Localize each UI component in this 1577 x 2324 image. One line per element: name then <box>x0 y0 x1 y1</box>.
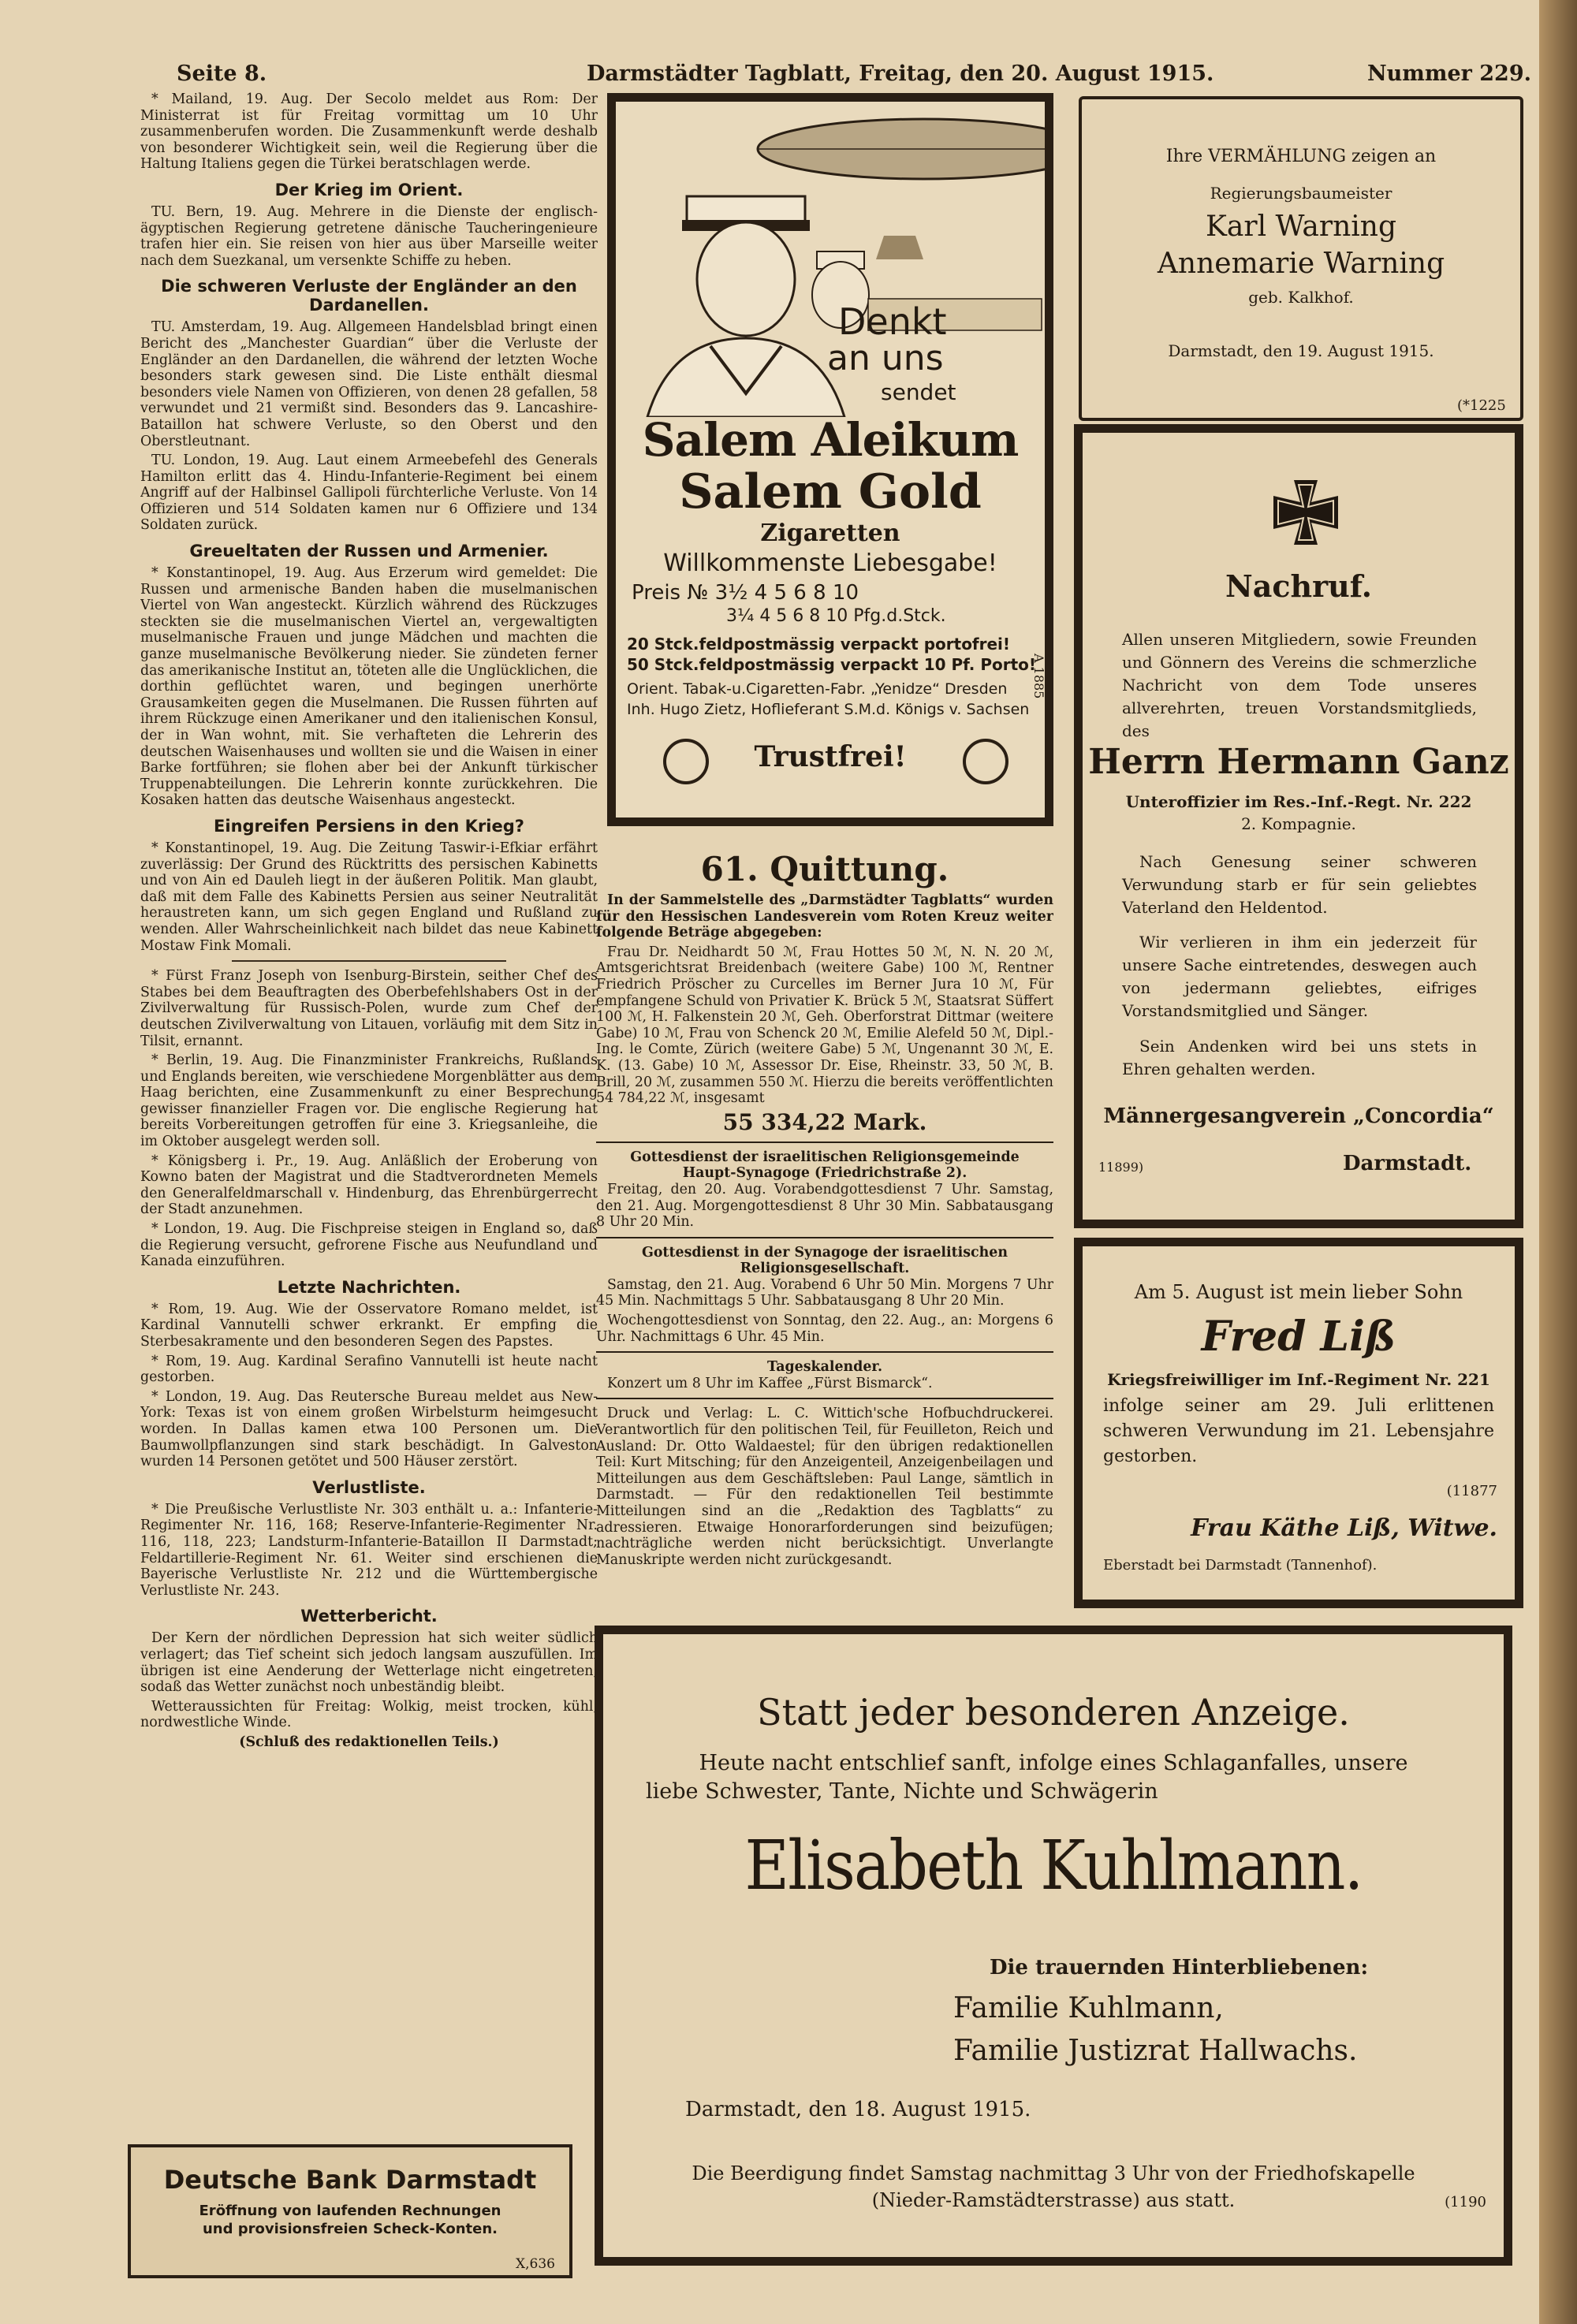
issue-number: Nummer 229. <box>1367 61 1532 86</box>
article-text: * Konstantinopel, 19. Aug. Aus Erzerum wird gemeldet: Die Russen und armenische Banden haben die muselmanischen Viertel von Wan angesteckt. Kürzlich während des Rückzuges steckten sie die muselmanischen Viertel an, vergewaltigten muselmanische Frauen und junge Mädchen und machten die ganze muselmanische Bevölkerung nieder. Sie zündeten ferner das amerikanische Institut an, töteten alle die Unglücklichen, die dorthin geflüchtet waren, und begingen unerhörte Grausamkeiten gegen die Muselmanen. Die Russen führten auf ihrem Rückzuge einen Amerikaner und den italienischen Konsul, der in Wan wohnt, mit. Sie verhafteten die Lehrerin des deutschen Waisenhauses und wollten sie und die Waisen in einer Barke fortführen; sie flohen aber bei der Ankunft türkischer Truppenabteilungen. Die Lehrerin konnte zurückkehren. Die Kosaken hatten das deutsche Waisenhaus angesteckt. <box>140 565 598 809</box>
article-text: * Fürst Franz Joseph von Isenburg-Birstein, seither Chef des Stabes bei dem Beauftragten des Oberbefehlshabers Ost in der Zivilverwaltung für Russisch-Polen, wurde zum Chef der deutschen Zivilverwaltung von Litauen, vorläufig mit dem Sitz in Tilsit, ernannt. <box>140 968 598 1049</box>
ad-text: an uns <box>827 338 944 378</box>
funeral-info: Die Beerdigung findet Samstag nachmittag 3 Uhr von der Friedhofskapelle <box>692 2162 1415 2184</box>
location: Eberstadt bei Darmstadt (Tannenhof). <box>1103 1557 1378 1574</box>
headline: Wetterbericht. <box>300 1607 438 1626</box>
ad-text: Denkt <box>838 300 947 343</box>
slogan: Willkommenste Liebesgabe! <box>663 549 997 577</box>
headline: Letzte Nachrichten. <box>277 1277 461 1297</box>
bank-line: und provisionsfreien Scheck-Konten. <box>202 2221 498 2237</box>
ad-code: 11899) <box>1098 1160 1144 1175</box>
quittung-title: 61. Quittung. <box>700 851 949 888</box>
article-text: * London, 19. Aug. Die Fischpreise steigen in England so, daß die Regierung versucht, gefrorene Fische aus Neufundland und Kanada einzuführen. <box>140 1221 598 1270</box>
quittung-column <box>596 851 1053 1571</box>
obituary-liss <box>1074 1238 1523 1608</box>
obituary-title: Nachruf. <box>1225 568 1372 604</box>
notice-title: Statt jeder besonderen Anzeige. <box>757 1691 1350 1734</box>
headline: Greueltaten der Russen und Armenier. <box>189 542 549 561</box>
divider <box>596 1237 1053 1238</box>
divider <box>232 960 506 962</box>
brand-name: Salem Aleikum <box>642 413 1019 467</box>
calendar-entry: Konzert um 8 Uhr im Kaffee „Fürst Bismarck“. <box>607 1375 933 1391</box>
obituary-text: infolge seiner am 29. Juli erlittenen schweren Verwundung im 21. Lebensjahre gestorben. <box>1103 1396 1494 1466</box>
quittung-total: 55 334,22 Mark. <box>722 1108 927 1135</box>
deceased-rank: Unteroffizier im Res.-Inf.-Regt. Nr. 222 <box>1125 792 1472 811</box>
page-binding-edge <box>1539 0 1577 2324</box>
notice-text: liebe Schwester, Tante, Nichte und Schwägerin <box>646 1779 1158 1804</box>
article-text: * Berlin, 19. Aug. Die Finanzminister Frankreichs, Rußlands und Englands bereiten, wie verschiedene Morgenblätter aus dem Haag berichten, eine Zusammenkunft zu einer Besprechung gewisser finanzieller Fragen vor. Die englische Regierung hat bereits Vorbereitungen getroffen für eine 3. Kriegsanleihe, die im Oktober ausgelegt werden soll. <box>140 1052 598 1150</box>
ad-code: (11877 <box>1446 1483 1497 1499</box>
divider <box>596 1351 1053 1353</box>
article-text: * Rom, 19. Aug. Kardinal Serafino Vannutelli ist heute nacht gestorben. <box>140 1353 598 1386</box>
porto-line: 50 Stck.feldpostmässig verpackt 10 Pf. Porto! <box>627 655 1037 674</box>
deceased-rank: Kriegsfreiwilliger im Inf.-Regiment Nr. 221 <box>1107 1370 1490 1389</box>
deceased-name: Herrn Hermann Ganz <box>1088 742 1509 782</box>
divider <box>596 1398 1053 1399</box>
section-title: Tageskalender. <box>766 1359 883 1376</box>
ad-code: (*1225 <box>1457 397 1506 414</box>
news-column <box>140 91 598 2157</box>
wedding-line: geb. Kalkhof. <box>1248 288 1354 307</box>
article-text: Der Kern der nördlichen Depression hat sich weiter südlich verlagert; das Tief scheint sich jedoch langsam auszufüllen. Im übrigen ist eine Aenderung der Wetterlage nicht eingetreten, sodaß das Wetter zunächst noch unbeständig bleibt. <box>140 1630 598 1696</box>
headline: Eingreifen Persiens in den Krieg? <box>214 816 524 836</box>
service-times: Wochengottesdienst von Sonntag, den 22. Aug., an: Morgens 6 Uhr. Nachmittags 6 Uhr. 45 Min. <box>596 1313 1053 1345</box>
article-text: * Konstantinopel, 19. Aug. Die Zeitung Taswir-i-Efkiar erfährt zuverlässig: Der Grund des Rücktritts des persischen Kabinetts und von Ain ed Dauleh liegt in der äußeren Politik. Man glaubt, daß mit dem Falle des Kabinetts Persien aus seiner Neutralität heraustreten kann, um sich gegen England und Rußland zu wenden. Aller Wahrscheinlichkeit nach bildet das neue Kabinett Mostaw Fink Momali. <box>140 840 598 954</box>
notice-text: Heute nacht entschlief sanft, infolge eines Schlaganfalles, unsere <box>699 1751 1408 1775</box>
signature: Frau Käthe Liß, Witwe. <box>1191 1514 1497 1542</box>
article-text: TU. Bern, 19. Aug. Mehrere in die Dienste der englisch-ägyptischen Regierung getretene dänische Taucheringenieure trafen hier ein. Sie reisen von hier aus über Marseille weiter nach dem Suezkanal, um versenkte Schiffe zu heben. <box>140 203 598 269</box>
wedding-date: Darmstadt, den 19. August 1915. <box>1168 341 1434 360</box>
ad-text: Trustfrei! <box>754 740 907 773</box>
notice-date: Darmstadt, den 18. August 1915. <box>685 2098 1031 2121</box>
factory-line: Orient. Tabak-u.Cigaretten-Fabr. „Yenidze“ Dresden <box>627 680 1008 698</box>
section-title: Haupt-Synagoge (Friedrichstraße 2). <box>682 1165 967 1182</box>
page-number: Seite 8. <box>177 61 267 86</box>
ad-text: Zigaretten <box>760 520 900 547</box>
article-text: Wetteraussichten für Freitag: Wolkig, meist trocken, kühl, nordwestliche Winde. <box>140 1698 598 1731</box>
wedding-line: Ihre VERMÄHLUNG zeigen an <box>1165 147 1437 166</box>
obituary-text: Am 5. August ist mein lieber Sohn <box>1134 1281 1463 1303</box>
obituary-ganz <box>1074 424 1523 1228</box>
mourner: Familie Kuhlmann, <box>953 1992 1224 2024</box>
bank-advertisement <box>128 2144 572 2278</box>
factory-line: Inh. Hugo Zietz, Hoflieferant S.M.d. Königs v. Sachsen <box>627 701 1030 718</box>
service-times: Samstag, den 21. Aug. Vorabend 6 Uhr 50 Min. Morgens 7 Uhr 45 Min. Nachmittags 5 Uhr. Sabbatausgang 8 Uhr 20 Min. <box>596 1276 1053 1309</box>
article-text: TU. London, 19. Aug. Laut einem Armeebefehl des Generals Hamilton erlitt das 4. Hindu-Infanterie-Regiment bei einem Angriff auf der Halbinsel Gallipoli fürchterliche Verluste. Von 14 Offizieren und 514 Soldaten kamen nur 6 Offiziere und 134 Soldaten zurück. <box>140 453 598 534</box>
article-text: * Die Preußische Verlustliste Nr. 303 enthält u. a.: Infanterie-Regimenter Nr. 116, 168; Reserve-Infanterie-Regimenter Nr. 116, 118, 223; Landsturm-Infanterie-Bataillon II Darmstadt; Feldartillerie-Regiment Nr. 61. Weiter sind erschienen die Bayerische Verlustliste Nr. 212 und die Württembergische Verlustliste Nr. 243. <box>140 1501 598 1599</box>
bank-title: Deutsche Bank Darmstadt <box>163 2165 537 2195</box>
end-note: (Schluß des redaktionellen Teils.) <box>239 1734 499 1750</box>
quittung-intro: In der Sammelstelle des „Darmstädter Tagblatts“ wurden für den Hessischen Landesverein vom Roten Kreuz weiter folgende Beträge abgegeben: <box>596 892 1053 941</box>
club-name: Männergesangverein „Concordia“ <box>1103 1104 1494 1128</box>
wedding-announcement <box>1079 96 1523 421</box>
divider <box>596 1142 1053 1143</box>
headline: Verlustliste. <box>312 1477 426 1497</box>
headline: Die schweren Verluste der Engländer an den Dardanellen. <box>161 277 577 315</box>
wedding-line: Regierungsbaumeister <box>1210 184 1392 203</box>
porto-line: 20 Stck.feldpostmässig verpackt portofrei! <box>627 635 1011 654</box>
obituary-text: Wir verlieren in ihm ein jederzeit für unsere Sache eintretendes, deswegen auch von jedermann geliebtes, eifriges Vorstandsmitglied und Sänger. <box>1122 933 1477 1020</box>
groom-name: Karl Warning <box>1206 210 1396 243</box>
price-line: Preis № 3½ 4 5 6 8 10 <box>632 581 859 605</box>
deceased-name: Fred Liß <box>1201 1313 1396 1361</box>
bank-line: Eröffnung von laufenden Rechnungen <box>199 2203 501 2219</box>
service-times: Freitag, den 20. Aug. Vorabendgottesdienst 7 Uhr. Samstag, den 21. Aug. Morgengottesdienst 8 Uhr 30 Min. Sabbatausgang 8 Uhr 20 Min. <box>596 1181 1053 1231</box>
section-title: Gottesdienst in der Synagoge der israelitischen Religionsgesellschaft. <box>641 1244 1008 1277</box>
deceased-unit: 2. Kompagnie. <box>1241 814 1356 833</box>
price-line: 3¼ 4 5 6 8 10 Pfg.d.Stck. <box>726 606 946 626</box>
article-text: * Mailand, 19. Aug. Der Secolo meldet aus Rom: Der Ministerrat ist für Freitag vormittag um 10 Uhr zusammenberufen worden. Die Zusammenkunft werde deshalb von besonderer Wichtigkeit sein, weil die Regierung über die Haltung Italiens gegen die Türkei beratschlagen werde. <box>140 91 598 173</box>
article-text: TU. Amsterdam, 19. Aug. Allgemeen Handelsblad bringt einen Bericht des „Manchester Guardian“ über die Verluste der Engländer an den Dardanellen, die während der letzten Woche besonders stark gewesen sind. Die Liste enthält diesmal besonders viele Namen von Offizieren, von denen 28 gefallen, 58 verwundet und 21 vermißt sind. Besonders das 9. Lancashire-Bataillon hat schwere Verluste, so den Oberst und den Oberstleutnant. <box>140 319 598 449</box>
ad-text: sendet <box>881 379 956 405</box>
article-text: * Rom, 19. Aug. Wie der Osservatore Romano meldet, ist Kardinal Vannutelli schwer erkrankt. Er empfing die Sterbesakramente und den besonderen Segen des Papstes. <box>140 1301 598 1350</box>
page-header <box>177 61 1532 95</box>
obituary-text: Nach Genesung seiner schweren Verwundung starb er für sein geliebtes Vaterland den Heldentod. <box>1122 852 1477 917</box>
mourner: Familie Justizrat Hallwachs. <box>953 2035 1358 2067</box>
section-title: Gottesdienst der israelitischen Religionsgemeinde <box>630 1149 1020 1165</box>
ad-code: X,636 <box>516 2256 555 2272</box>
imprint: Druck und Verlag: L. C. Wittich'sche Hofbuchdruckerei. Verantwortlich für den politischen Teil, für Feuilleton, Reich und Ausland: Dr. Otto Waldaestel; für den übrigen redaktionellen Teil: Kurt Mitsching; für den Anzeigenteil, Anzeigenbeilagen und Mitteilungen aus dem Geschäftsleben: Paul Lange, sämtlich in Darmstadt. — Für den redaktionellen Teil bestimmte Mitteilungen sind an die „Redaktion des Tagblatts“ zu adressieren. Etwaige Honorarforderungen sind beizufügen; nachträgliche werden nicht berücksichtigt. Unverlangte Manuskripte werden nicht zurückgesandt. <box>596 1406 1053 1568</box>
obituary-kuhlmann <box>595 1626 1512 2266</box>
obituary-text: Allen unseren Mitgliedern, sowie Freunden und Gönnern des Vereins die schmerzliche Nachricht von dem Tode unseres allverehrten, treuen Vorstandsmitglieds, des <box>1122 630 1477 740</box>
masthead: Darmstädter Tagblatt, Freitag, den 20. August 1915. <box>587 61 1214 86</box>
bride-name: Annemarie Warning <box>1157 248 1445 280</box>
article-text: * Königsberg i. Pr., 19. Aug. Anläßlich der Eroberung von Kowno baten der Magistrat und die Stadtverordneten Memels den Generalfeldmarschall v. Hindenburg, das Ehrenbürgerrecht der Stadt anzunehmen. <box>140 1153 598 1218</box>
headline: Der Krieg im Orient. <box>274 180 464 199</box>
ad-code: A 1885 <box>1031 654 1046 699</box>
deceased-name: Elisabeth Kuhlmann. <box>744 1827 1363 1905</box>
ad-code: (1190 <box>1445 2194 1486 2210</box>
brand-name: Salem Gold <box>679 464 982 520</box>
obituary-text: Sein Andenken wird bei uns stets in Ehren gehalten werden. <box>1122 1037 1477 1078</box>
mourners-title: Die trauernden Hinterbliebenen: <box>990 1956 1369 1979</box>
funeral-info: (Nieder-Ramstädterstrasse) aus statt. <box>871 2189 1236 2211</box>
article-text: * London, 19. Aug. Das Reutersche Bureau meldet aus New-York: Texas ist von einem großen Wirbelsturm heimgesucht worden. In Dallas kamen etwa 100 Personen um. Die Baumwollpflanzungen sind stark beschädigt. In Galveston wurden 14 Personen getötet und 500 Häuser zerstört. <box>140 1388 598 1470</box>
club-location: Darmstadt. <box>1343 1152 1472 1175</box>
iron-cross-icon <box>1270 477 1341 548</box>
quittung-body: Frau Dr. Neidhardt 50 ℳ, Frau Hottes 50 ℳ, N. N. 20 ℳ, Amtsgerichtsrat Breidenbach (weitere Gabe) 100 ℳ, Rentner Friedrich Pröscher zu Curcelles im Berner Jura 10 ℳ, Für empfangene Schuld von Privatier K. Brück 5 ℳ, Staatsrat Süffert 100 ℳ, H. Falkenstein 20 ℳ, Geh. Oberforstrat Dittmar (weitere Gabe) 10 ℳ, Frau von Schenck 20 ℳ, Emilie Alefeld 50 ℳ, Dipl.-Ing. le Comte, Zürich (weitere Gabe) 5 ℳ, Ungenannt 30 ℳ, E. K. (13. Gabe) 10 ℳ, Assessor Dr. Eise, Rheinstr. 33, 50 ℳ, B. Brill, 20 ℳ, zusammen 550 ℳ. Hierzu die bereits veröffentlichten 54 784,22 ℳ, insgesamt <box>596 944 1053 1107</box>
cigarette-advertisement <box>607 93 1053 826</box>
